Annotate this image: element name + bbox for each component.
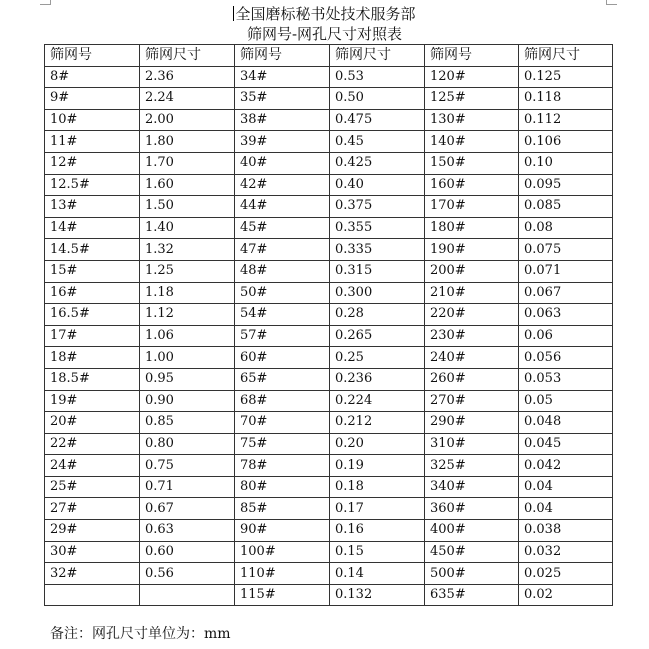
cell-sieve-number-3: 130#	[425, 109, 519, 131]
table-row	[45, 131, 613, 153]
table-row	[45, 152, 613, 174]
table-row	[45, 347, 613, 369]
cell-sieve-number-2: 38#	[235, 109, 330, 131]
cell-sieve-size-2: 0.17	[330, 498, 425, 520]
cell-sieve-size-2: 0.475	[330, 109, 425, 131]
cell-sieve-size-3: 0.053	[519, 368, 613, 390]
cell-sieve-size-2: 0.16	[330, 520, 425, 542]
cell-sieve-size-2: 0.19	[330, 455, 425, 477]
cell-sieve-number-3: 140#	[425, 131, 519, 153]
cell-sieve-number-2: 50#	[235, 282, 330, 304]
table-row	[45, 390, 613, 412]
cell-sieve-number-3: 635#	[425, 584, 519, 606]
table-row	[45, 520, 613, 542]
cell-sieve-size-1: 0.63	[140, 520, 235, 542]
cell-sieve-size-2: 0.50	[330, 88, 425, 110]
table-row	[45, 433, 613, 455]
cell-sieve-number-1: 14.5#	[45, 239, 140, 261]
table-row	[45, 563, 613, 585]
cell-sieve-number-1: 22#	[45, 433, 140, 455]
cell-sieve-size-3: 0.095	[519, 174, 613, 196]
cell-sieve-number-1: 18#	[45, 347, 140, 369]
table-row	[45, 282, 613, 304]
cell-sieve-number-3: 500#	[425, 563, 519, 585]
cell-sieve-number-1: 8#	[45, 66, 140, 88]
cell-sieve-number-3: 450#	[425, 541, 519, 563]
cell-sieve-size-1	[140, 584, 235, 606]
table-row	[45, 498, 613, 520]
cell-sieve-number-1	[45, 584, 140, 606]
cell-sieve-size-1: 0.67	[140, 498, 235, 520]
header-sieve-size-1: 筛网尺寸	[140, 45, 235, 67]
cell-sieve-number-3: 120#	[425, 66, 519, 88]
cell-sieve-size-2: 0.45	[330, 131, 425, 153]
cell-sieve-number-3: 210#	[425, 282, 519, 304]
cell-sieve-size-2: 0.15	[330, 541, 425, 563]
cell-sieve-size-2: 0.25	[330, 347, 425, 369]
cell-sieve-number-1: 30#	[45, 541, 140, 563]
cell-sieve-size-3: 0.048	[519, 412, 613, 434]
cell-sieve-number-2: 45#	[235, 217, 330, 239]
cell-sieve-size-3: 0.063	[519, 304, 613, 326]
cell-sieve-number-1: 20#	[45, 412, 140, 434]
cell-sieve-number-2: 68#	[235, 390, 330, 412]
cell-sieve-number-2: 47#	[235, 239, 330, 261]
cell-sieve-size-1: 1.70	[140, 152, 235, 174]
cell-sieve-size-3: 0.02	[519, 584, 613, 606]
cell-sieve-number-3: 325#	[425, 455, 519, 477]
cell-sieve-size-2: 0.40	[330, 174, 425, 196]
cell-sieve-number-2: 65#	[235, 368, 330, 390]
cell-sieve-size-1: 0.90	[140, 390, 235, 412]
cell-sieve-size-1: 1.25	[140, 260, 235, 282]
document-title-text: 全国磨标秘书处技术服务部	[235, 5, 416, 23]
cell-sieve-size-2: 0.14	[330, 563, 425, 585]
cell-sieve-number-3: 360#	[425, 498, 519, 520]
cell-sieve-number-3: 220#	[425, 304, 519, 326]
document-title	[0, 5, 649, 23]
cell-sieve-number-1: 32#	[45, 563, 140, 585]
header-sieve-number-2: 筛网号	[235, 45, 330, 67]
header-sieve-number-3: 筛网号	[425, 45, 519, 67]
table-row	[45, 455, 613, 477]
cell-sieve-size-2: 0.315	[330, 260, 425, 282]
table-row	[45, 196, 613, 218]
cell-sieve-size-3: 0.075	[519, 239, 613, 261]
cell-sieve-number-2: 57#	[235, 325, 330, 347]
cell-sieve-size-1: 2.36	[140, 66, 235, 88]
cell-sieve-size-2: 0.265	[330, 325, 425, 347]
cell-sieve-size-3: 0.085	[519, 196, 613, 218]
cell-sieve-size-1: 1.50	[140, 196, 235, 218]
cell-sieve-size-1: 2.00	[140, 109, 235, 131]
cell-sieve-size-1: 0.56	[140, 563, 235, 585]
sieve-size-table	[44, 44, 613, 606]
cell-sieve-number-2: 110#	[235, 563, 330, 585]
cell-sieve-number-1: 12.5#	[45, 174, 140, 196]
cell-sieve-size-2: 0.28	[330, 304, 425, 326]
cell-sieve-number-2: 85#	[235, 498, 330, 520]
cell-sieve-number-2: 34#	[235, 66, 330, 88]
cell-sieve-size-1: 1.80	[140, 131, 235, 153]
cell-sieve-size-1: 1.06	[140, 325, 235, 347]
cell-sieve-number-2: 39#	[235, 131, 330, 153]
cell-sieve-number-1: 19#	[45, 390, 140, 412]
cell-sieve-size-1: 0.71	[140, 476, 235, 498]
cell-sieve-size-3: 0.08	[519, 217, 613, 239]
document-subtitle: 筛网号-网孔尺寸对照表	[246, 25, 403, 43]
table-header-row	[45, 45, 613, 67]
cell-sieve-size-3: 0.071	[519, 260, 613, 282]
cell-sieve-number-2: 54#	[235, 304, 330, 326]
cell-sieve-number-2: 48#	[235, 260, 330, 282]
cell-sieve-size-1: 0.95	[140, 368, 235, 390]
cell-sieve-size-2: 0.335	[330, 239, 425, 261]
cell-sieve-size-1: 1.12	[140, 304, 235, 326]
cell-sieve-size-2: 0.425	[330, 152, 425, 174]
cell-sieve-number-1: 29#	[45, 520, 140, 542]
cell-sieve-number-1: 9#	[45, 88, 140, 110]
cell-sieve-size-3: 0.032	[519, 541, 613, 563]
cell-sieve-size-3: 0.038	[519, 520, 613, 542]
table-row	[45, 412, 613, 434]
table-row	[45, 260, 613, 282]
cell-sieve-size-3: 0.056	[519, 347, 613, 369]
header-sieve-size-3: 筛网尺寸	[519, 45, 613, 67]
cell-sieve-number-2: 78#	[235, 455, 330, 477]
cell-sieve-number-3: 270#	[425, 390, 519, 412]
cell-sieve-size-3: 0.067	[519, 282, 613, 304]
cell-sieve-size-3: 0.045	[519, 433, 613, 455]
cell-sieve-number-1: 15#	[45, 260, 140, 282]
cell-sieve-size-1: 1.18	[140, 282, 235, 304]
table-row	[45, 217, 613, 239]
table-row	[45, 66, 613, 88]
cell-sieve-size-1: 1.60	[140, 174, 235, 196]
table-row	[45, 476, 613, 498]
cell-sieve-size-1: 1.32	[140, 239, 235, 261]
cell-sieve-number-3: 400#	[425, 520, 519, 542]
cell-sieve-number-3: 190#	[425, 239, 519, 261]
table-row	[45, 304, 613, 326]
cell-sieve-size-3: 0.10	[519, 152, 613, 174]
cell-sieve-number-3: 125#	[425, 88, 519, 110]
cell-sieve-size-3: 0.05	[519, 390, 613, 412]
cell-sieve-number-3: 340#	[425, 476, 519, 498]
cell-sieve-size-1: 1.00	[140, 347, 235, 369]
cell-sieve-number-2: 75#	[235, 433, 330, 455]
cell-sieve-number-1: 16#	[45, 282, 140, 304]
cell-sieve-number-3: 230#	[425, 325, 519, 347]
cell-sieve-size-3: 0.106	[519, 131, 613, 153]
cell-sieve-number-2: 60#	[235, 347, 330, 369]
cell-sieve-size-1: 0.85	[140, 412, 235, 434]
cell-sieve-number-2: 44#	[235, 196, 330, 218]
cell-sieve-number-1: 12#	[45, 152, 140, 174]
table-row	[45, 174, 613, 196]
table-body	[45, 66, 613, 606]
cell-sieve-number-2: 115#	[235, 584, 330, 606]
header-sieve-size-2: 筛网尺寸	[330, 45, 425, 67]
cell-sieve-size-1: 0.80	[140, 433, 235, 455]
table-row	[45, 239, 613, 261]
cell-sieve-number-1: 27#	[45, 498, 140, 520]
cell-sieve-size-3: 0.04	[519, 476, 613, 498]
cell-sieve-number-1: 17#	[45, 325, 140, 347]
footnote: 备注：网孔尺寸单位为：mm	[50, 626, 231, 642]
cell-sieve-size-3: 0.118	[519, 88, 613, 110]
cell-sieve-number-2: 70#	[235, 412, 330, 434]
cell-sieve-size-3: 0.112	[519, 109, 613, 131]
cell-sieve-size-2: 0.355	[330, 217, 425, 239]
cell-sieve-size-1: 0.60	[140, 541, 235, 563]
cell-sieve-size-2: 0.300	[330, 282, 425, 304]
cell-sieve-number-2: 100#	[235, 541, 330, 563]
table-row	[45, 109, 613, 131]
cell-sieve-number-1: 18.5#	[45, 368, 140, 390]
cell-sieve-number-3: 150#	[425, 152, 519, 174]
cell-sieve-size-2: 0.224	[330, 390, 425, 412]
cell-sieve-number-1: 24#	[45, 455, 140, 477]
cell-sieve-number-2: 80#	[235, 476, 330, 498]
cell-sieve-size-2: 0.375	[330, 196, 425, 218]
cell-sieve-size-2: 0.18	[330, 476, 425, 498]
cell-sieve-size-2: 0.212	[330, 412, 425, 434]
cell-sieve-number-1: 10#	[45, 109, 140, 131]
cell-sieve-size-3: 0.04	[519, 498, 613, 520]
cell-sieve-number-2: 40#	[235, 152, 330, 174]
cell-sieve-number-3: 170#	[425, 196, 519, 218]
cell-sieve-number-3: 310#	[425, 433, 519, 455]
table-row	[45, 368, 613, 390]
cell-sieve-number-3: 290#	[425, 412, 519, 434]
cell-sieve-number-3: 180#	[425, 217, 519, 239]
cell-sieve-number-3: 160#	[425, 174, 519, 196]
cell-sieve-number-1: 14#	[45, 217, 140, 239]
table-row	[45, 88, 613, 110]
cell-sieve-size-1: 2.24	[140, 88, 235, 110]
cell-sieve-number-2: 35#	[235, 88, 330, 110]
header-sieve-number-1: 筛网号	[45, 45, 140, 67]
cell-sieve-size-1: 0.75	[140, 455, 235, 477]
cell-sieve-size-2: 0.132	[330, 584, 425, 606]
cell-sieve-number-2: 42#	[235, 174, 330, 196]
table-row	[45, 325, 613, 347]
cell-sieve-size-2: 0.53	[330, 66, 425, 88]
table-row	[45, 584, 613, 606]
cell-sieve-number-1: 13#	[45, 196, 140, 218]
cell-sieve-size-2: 0.20	[330, 433, 425, 455]
cell-sieve-number-1: 16.5#	[45, 304, 140, 326]
cell-sieve-number-3: 240#	[425, 347, 519, 369]
cell-sieve-size-3: 0.06	[519, 325, 613, 347]
cell-sieve-number-1: 25#	[45, 476, 140, 498]
cell-sieve-size-3: 0.042	[519, 455, 613, 477]
cell-sieve-size-3: 0.125	[519, 66, 613, 88]
cell-sieve-size-2: 0.236	[330, 368, 425, 390]
cell-sieve-number-2: 90#	[235, 520, 330, 542]
cell-sieve-number-3: 260#	[425, 368, 519, 390]
cell-sieve-number-3: 200#	[425, 260, 519, 282]
cell-sieve-size-3: 0.025	[519, 563, 613, 585]
table-row	[45, 541, 613, 563]
cell-sieve-size-1: 1.40	[140, 217, 235, 239]
cell-sieve-number-1: 11#	[45, 131, 140, 153]
